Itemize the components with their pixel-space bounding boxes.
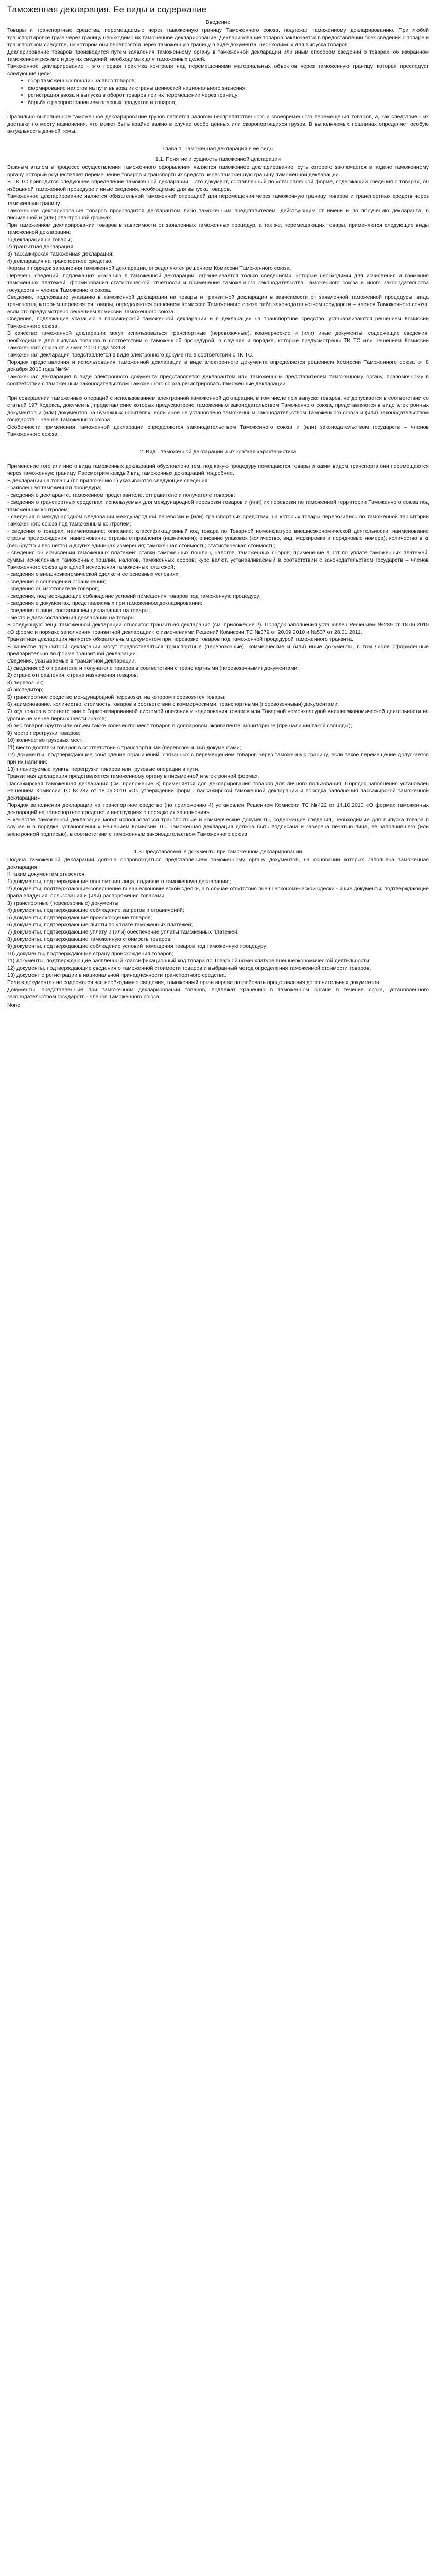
paragraph: Декларирование товаров производится путем заявления таможенному органу в таможенной декларации или иным способом сведений о товарах, об избранном таможенном режиме и других сведений, необходимых для таможенных целей. xyxy=(7,49,429,62)
paragraph: Если в документах не содержатся все необходимые сведения, таможенный орган вправе потребовать представления дополнительных документов. xyxy=(7,979,381,986)
paragraph: 4) документы, подтверждающие соблюдение запретов и ограничений; xyxy=(7,907,184,913)
list-item: • борьба с распространением опасных продуктов и товаров; xyxy=(28,99,429,106)
paragraph: - заявленная таможенная процедура; xyxy=(7,485,102,491)
paragraph: 3) перевозчик; xyxy=(7,680,43,686)
paragraph: Сведения, подлежащие указанию в пассажирской таможенной декларации и в декларации на транспортное средство, устанавливаются решением Комиссии Таможенного союза. xyxy=(7,316,429,329)
paragraph: 13) документ о регистрации в национальной принадлежности транспортного средства. xyxy=(7,972,226,978)
list-item: 1) декларация на товары; xyxy=(7,236,72,243)
paragraph: Подача таможенной декларации должна сопровождаться представлением таможенному органу документов, на основании которых заполнена таможенная декларация. xyxy=(7,857,429,870)
paragraph: 8) документы, подтверждающие таможенную стоимость товаров; xyxy=(7,936,172,942)
paragraph: Пассажирская таможенная декларация (см. приложение 3) применяется для декларирования товаров для личного пользования. Порядок заполнения установлен Решением Комиссии ТС №287 от 18.06.2010 «Об утверждении формы пассажирской таможенной декларации и порядка заполнения пассажирской таможенной декларации». xyxy=(7,781,429,801)
paragraph: В качестве транзитной декларации могут предоставляться транспортные (перевозочные), коммерческие и (или) иные документы, в том числе оформленные предварительно по форме транзитной декларации. xyxy=(7,643,429,657)
document-title: Таможенная декларация. Ее виды и содержание xyxy=(7,5,207,14)
paragraph: Документы, представленные при таможенном декларировании товаров, подлежат хранению в таможенном органе в течение срока, установленного законодательством государств - членов Таможенного союза. xyxy=(7,987,429,1000)
paragraph: 12) документы, подтверждающие сведения о таможенной стоимости товаров и выбранный метод определения таможенной стоимости товаров. xyxy=(7,965,371,971)
paragraph: 5) документы, подтверждающие происхождение товаров; xyxy=(7,914,152,921)
paragraph: 12) документы, подтверждающие соблюдение ограничений, связанных с перемещением товаров через таможенную границу, если такое перемещение допускается при их наличии; xyxy=(7,752,429,765)
list-item: • регистрация ввоза и выпуска в оборот товаров при их перемещении через границу; xyxy=(28,92,429,99)
paragraph: Порядок представления и использования таможенной декларации в виде электронного документа определяется решением Комиссии Таможенного союза от 8 декабря 2010 года №494. xyxy=(7,359,429,372)
footer-label: None xyxy=(7,1002,21,1008)
paragraph: Перечень сведений, подлежащих указанию в таможенной декларации, ограничивается только сведениями, которые необходимы для исчисления и взимания таможенных платежей, формирования статистической отчетности и применения таможенного законодательства Таможенного союза и иного законодательства государств – членов Таможенного союза. xyxy=(7,273,429,293)
paragraph: Товары и транспортные средства, перемещаемые через таможенную границу Таможенного союза, подлежат таможенному декларированию. При любой транспортировке груза через границу необходимо их таможенное декларирование. Декларирование товаров заключается в предоставлении всех сведений о товаре и транспортном средстве, на котором они перевозятся через таможенную границу в виде документа, необходимых для выпуска товаров. xyxy=(7,27,429,48)
paragraph: 10) документы, подтверждающие страну происхождения товаров; xyxy=(7,951,173,957)
chapter-1-section xyxy=(7,164,429,438)
paragraph: - сведения о международном следовании международной перевозки и (или) транспортных средствах, на которых товары перевозились по таможенной территории Таможенного союза под таможенным контролем; xyxy=(7,514,429,527)
paragraph: 1) сведения об отправителе и получателе товаров в соответствии с транспортными (перевозочными) документами; xyxy=(7,665,299,671)
paragraph: Сведения, подлежащие указанию в таможенной декларации на товары и транзитной декларации в зависимости от заявленной таможенной процедуры, вида транспорта, которым перевозятся товары, определяются решением Комиссии Таможенного союза либо законодательством государств – членов Таможенного союза, если это предусмотрено решением Комиссии Таможенного союза. xyxy=(7,294,429,315)
paragraph: Таможенное декларирование является обязательной таможенной операцией для перемещения через таможенную границу товаров и транспортных средств через таможенную границу. xyxy=(7,193,429,207)
list-item: • сбор таможенных пошлин за ввоз товаров; xyxy=(28,77,429,84)
paragraph: 8) вес товаров брутто или объем также количество мест товаров в долларовом эквиваленте, мониторинге (при наличии такой свободы); xyxy=(7,723,352,729)
paragraph: Порядок заполнения декларации на транспортное средство (по приложению 4) установлен Решением Комиссии ТС №422 от 14.10.2010 «О формах таможенных деклараций на транспортное средство и инструкциях о порядке их заполнения». xyxy=(7,802,429,816)
intro-heading: Введение xyxy=(205,19,231,25)
paragraph: В качестве таможенной декларации могут использоваться транспортные и коммерческие документы, содержащие сведения, необходимые для выпуска товара в случае и в порядке, установленных Решением Комиссии ТС. Таможенная декларация должна быть подписана и заверена печатью лица, ее заполнившего (или электронной подписью), в соответствии с таможенным законодательством Таможенного союза. xyxy=(7,817,429,837)
paragraph: 7) код товара в соответствии с Гармонизированной системой описания и кодирования товаров или Товарной номенклатурой внешнеэкономической деятельности на уровне не менее первых шести знаков; xyxy=(7,708,429,722)
paragraph: - сведения о соблюдении ограничений; xyxy=(7,579,106,585)
paragraph: Сведения, указываемые в транзитной декларации: xyxy=(7,658,136,664)
paragraph: - сведения о декларанте, таможенном представителе, отправителе и получателе товаров; xyxy=(7,492,235,498)
paragraph: В ТК ТС приводится следующее определение таможенной декларации – это документ, составленный по установленной форме, содержащий сведения о товарах, об избранной таможенной процедуре и иные сведения, необходимые для выпуска товаров. xyxy=(7,179,429,192)
paragraph: Формы и порядок заполнения таможенной декларации, определяются решением Комиссии Таможенного союза. xyxy=(7,265,291,272)
paragraph: - сведения о документах, представляемых при таможенном декларировании; xyxy=(7,600,202,606)
paragraph: 6) документы, подтверждающие льготы по уплате таможенных платежей; xyxy=(7,922,193,928)
list-item: 3) пассажирская таможенная декларация; xyxy=(7,251,114,257)
paragraph: Транзитная декларация является обязательным документом при перевозке товаров под таможенной процедурой таможенного транзита. xyxy=(7,636,354,642)
paragraph: 2) документы, подтверждающие совершение внешнеэкономической сделки, а в случае отсутствия внешнеэкономической сделки - иные документы, подтверждающие права владения, пользования и (или) распоряжения товарами; xyxy=(7,886,429,899)
chapter-3-heading: 1.3 Представляемые документы при таможенном декларировании xyxy=(134,849,302,855)
list-item: 4) декларация на транспортное средство. xyxy=(7,258,113,264)
list-item: 2) транзитная декларация; xyxy=(7,244,75,250)
paragraph: Правильно выполненное таможенное декларирование грузов является залогом беспрепятственного и своевременного перемещения товаров, а, как следствие - их доставки по месту назначения, что может быть крайне важно в случае особо ценных или скоропортящихся грузов. В выполняемых пошлинах определяет особую актуальность данной темы. xyxy=(7,114,429,134)
paragraph: Транзитная декларация представляется таможенному органу в письменной и электронной формах. xyxy=(7,773,259,779)
document-page xyxy=(0,0,436,1019)
paragraph: 13) планируемые пункты перегрузки товаров или грузовые операции в пути. xyxy=(7,766,200,772)
list-item: • формирование налогов на пути вывоза из страны ценностей национального значения; xyxy=(28,84,429,92)
paragraph: В качестве таможенной декларации могут использоваться транспортные (перевозочные), коммерческие и (или) иные документы, содержащие сведения, необходимые для выпуска товаров в соответствии с таможенной процедурой, в случаях и порядке, которые предусмотрены ТК ТС или решением Комиссии Таможенного союза от 20 мая 2010 года №263. xyxy=(7,330,429,351)
paragraph: - сведения о товарах: наименование; описание; классификационный код товара по Товарной номенклатуре внешнеэкономической деятельности; наименование страны происхождения; наименование страны отправления (назначения); описание упаковок (количество, вид, маркировка и порядковые номера); количество в кг (вес брутто и вес нетто) и других единицах измерения; таможенная стоимость; статистическая стоимость; xyxy=(7,528,429,549)
paragraph: Таможенное декларирование товаров производится декларантом либо таможенным представителем, действующим от имени и по поручению декларанта, в письменной и (или) электронной формах. xyxy=(7,208,429,221)
paragraph: 3) транспортные (перевозочные) документы; xyxy=(7,900,120,906)
paragraph: 2) страна отправления, страна назначения товаров; xyxy=(7,672,138,679)
paragraph: Особенности применения таможенной декларации определяются законодательством Таможенного союза и (или) законодательством государств – членов Таможенного союза. xyxy=(7,424,429,437)
paragraph: - место и дата составления декларации на товары. xyxy=(7,615,136,621)
paragraph: - сведения о транспортных средствах, используемых для международной перевозки товаров и (или) их перевозки по таможенной территории Таможенного союза под таможенным контролем; xyxy=(7,499,429,513)
paragraph: 7) документы, подтверждающие уплату и (или) обеспечение уплаты таможенных платежей; xyxy=(7,929,239,935)
paragraph: 5) транспортное средство международной перевозки, на котором перевозятся товары; xyxy=(7,694,226,700)
paragraph: 4) экспедитор; xyxy=(7,687,44,693)
chapter-3-section xyxy=(7,856,429,1001)
paragraph: Применение того или иного вида таможенных деклараций обусловлено тем, под какую процедуру помещаются товары и каким видом транспорта они перемещаются через таможенную границу. Рассмотрим каждый вид таможенных деклараций подробнее. xyxy=(7,463,429,477)
paragraph: - сведения об исчислении таможенных платежей: ставки таможенных пошлин, налогов, таможенных сборов; применение льгот по уплате таможенных платежей; суммы исчисленных таможенных пошлин, налогов, таможенных сборов; курс валют, устанавливаемый в соответствии с законодательством государств – членов Таможенного союза для целей исчисления таможенных платежей; xyxy=(7,550,429,570)
intro-section xyxy=(7,27,429,135)
paragraph: Таможенное декларирование - это первая практика контроля над перемещениями материальных объектов через таможенную границу, которая преследует следующие цели: xyxy=(7,63,429,77)
paragraph: При таможенном декларировании товаров в зависимости от заявленных таможенных процедур, а так же, перемещающих товары, применяются следующие виды таможенной декларации: xyxy=(7,222,429,235)
paragraph: - сведения о внешнеэкономической сделке и ее основных условиях; xyxy=(7,571,180,578)
paragraph: 10) количество грузовых мест; xyxy=(7,737,84,743)
paragraph: - сведения о лице, составившем декларацию на товары; xyxy=(7,607,150,614)
paragraph: При совершении таможенных операций с использованием электронной таможенной декларации, в том числе при выпуске товаров, не допускается в соответствии со статьей 197 Кодекса, документы, представление которых предусмотрено таможенным законодательством Таможенного союза, представляются в виде электронных документов и (или) документов на бумажных носителях, если иное не установлено таможенным законодательством Таможенного союза и (или) законодательством государств – членов Таможенного союза. xyxy=(7,395,429,423)
paragraph: Важным этапом в процессе осуществления таможенного оформления является таможенное декларирование, суть которого заключается в подаче таможенному органу, который осуществляет перемещение товаров и транспортных средств через таможенную границу, таможенной декларации. xyxy=(7,164,429,178)
paragraph: Таможенная декларация в виде электронного документа представляется декларантом или таможенным представителем таможенному органу, правомочному в соответствии с таможенным законодательством Таможенного союза регистрировать таможенные декларации. xyxy=(7,374,429,387)
paragraph: - сведения об изготовителе товаров; xyxy=(7,586,99,592)
chapter-1-subheading: 1.1. Понятие и сущность таможенной декларации xyxy=(155,156,281,162)
paragraph: - сведения, подтверждающие соблюдение условий помещения товаров под таможенную процедуру; xyxy=(7,593,261,599)
paragraph: 6) наименование, количество, стоимость товаров в соответствии с коммерческими, транспортными (перевозочными) документами; xyxy=(7,701,339,707)
chapter-2-heading: 2. Виды таможенной декларации и их краткая характеристика xyxy=(139,449,297,455)
goals-list xyxy=(7,77,429,106)
paragraph: 9) документы, подтверждающие соблюдение условий помещения товаров под таможенную процедуру; xyxy=(7,943,268,950)
paragraph: 9) место перегрузки товаров; xyxy=(7,730,81,736)
paragraph: К таким документам относятся: xyxy=(7,871,86,877)
paragraph: Таможенная декларация представляется в виде электронного документа в соответствии с ТК ТС. xyxy=(7,352,254,358)
chapter-1-heading: Глава 1. Таможенная декларация и ее виды xyxy=(162,146,274,152)
chapter-2-section xyxy=(7,463,429,838)
paragraph: В декларации на товары (по приложению 1) указываются следующие сведения: xyxy=(7,478,210,484)
paragraph: 11) место доставки товаров в соответствии с транспортными (перевозочными) документами; xyxy=(7,744,241,751)
paragraph: В следующую вещь таможенной декларации относится транзитная декларация (см. приложение 2). Порядок заполнения установлен Решением №289 от 18.06.2010 «О форме и порядке заполнения транзитной декларации» с изменениями Решений Комиссии ТС №379 от 20.09.2010 и №537 от 28.01.2011. xyxy=(7,622,429,635)
paragraph: 1) документы, подтверждающие полномочия лица, подавшего таможенную декларацию; xyxy=(7,878,231,885)
paragraph: 11) документы, подтверждающие заявленный классификационный код товара по Товарной номенклатуре внешнеэкономической деятельности; xyxy=(7,958,371,964)
